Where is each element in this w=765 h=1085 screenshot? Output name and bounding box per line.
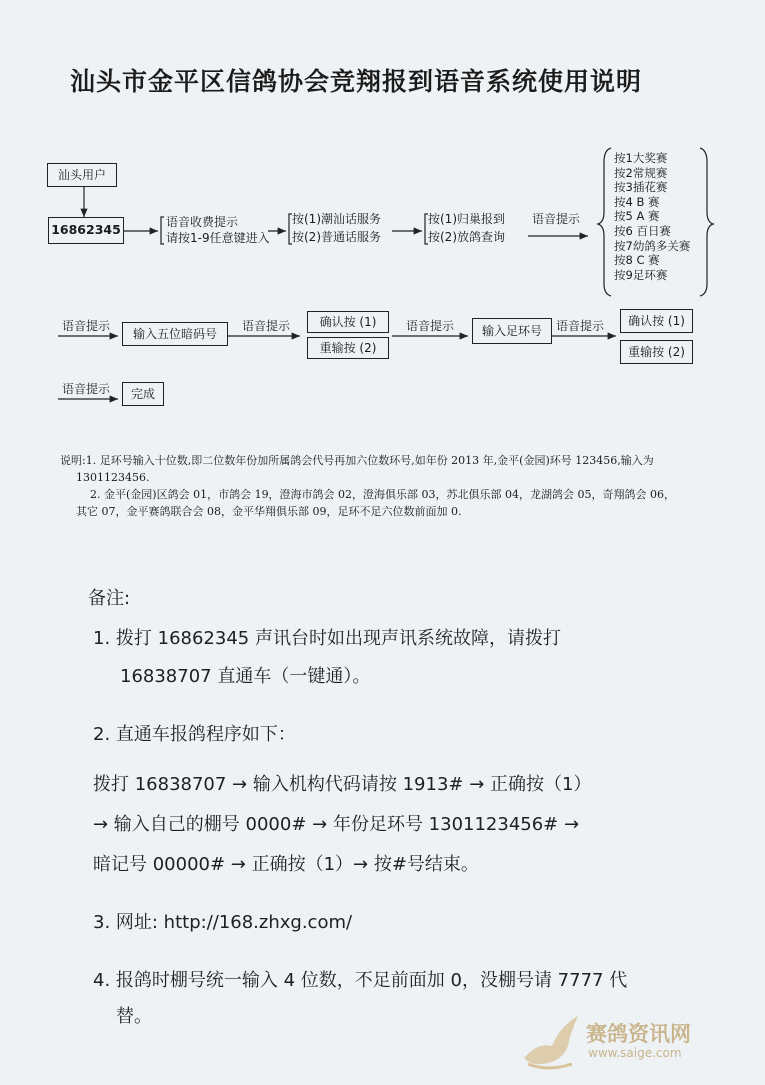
input-code-box: 输入五位暗码号: [122, 322, 228, 346]
voice-prompt-label: 语音提示: [406, 319, 455, 333]
race-menu-item: 按4 B 赛: [614, 194, 660, 209]
remark-2-line-1: 拨打 16838707 → 输入机构代码请按 1913# → 正确按（1）: [93, 774, 592, 795]
note-line: 2. 金平(金园)区鸽会 01，市鸽会 19，澄海市鸽会 02，澄海俱乐部 03，苏北俱乐部 04，龙湖鸽会 05，奇翔鸽会 06，: [90, 488, 676, 501]
pigeon-logo-icon: [518, 1012, 582, 1072]
voice-prompt-label: 语音提示: [62, 319, 111, 333]
voice-fee-prompt: 语音收费提示: [166, 215, 239, 229]
remark-2-line-2: → 输入自己的棚号 0000# → 年份足环号 1301123456# →: [93, 814, 580, 835]
race-menu-item: 按3插花赛: [614, 180, 668, 195]
confirm-box: 确认按 (1): [307, 311, 389, 333]
remark-1-line-1: 1. 拨打 16862345 声讯台时如出现声讯系统故障，请拨打: [93, 628, 561, 649]
voice-prompt-label: 语音提示: [532, 212, 581, 226]
remark-1-line-2: 16838707 直通车（一键通）。: [120, 666, 371, 687]
race-menu-item: 按9足环赛: [614, 267, 668, 282]
voice-prompt-label: 语音提示: [556, 319, 605, 333]
press-any-key-prompt: 请按1-9任意键进入: [166, 231, 270, 245]
race-menu-item: 按7幼鸽多关赛: [614, 238, 691, 253]
race-menu-item: 按2常规赛: [614, 165, 668, 180]
lang-option-mandarin: 按(2)普通话服务: [292, 230, 381, 244]
voice-prompt-label: 语音提示: [62, 382, 111, 396]
note-line: 说明:1. 足环号输入十位数,即二位数年份加所属鸽会代号再加六位数环号,如年份 2013 年,金平(金园)环号 123456,输入为: [60, 454, 654, 467]
race-menu: [614, 151, 690, 282]
site-watermark: [518, 1012, 748, 1074]
remark-4-line-2: 替。: [116, 1006, 152, 1027]
voice-prompt-label: 语音提示: [242, 319, 291, 333]
race-menu-item: 按1大奖赛: [614, 151, 668, 165]
remark-4-line-1: 4. 报鸽时棚号统一输入 4 位数，不足前面加 0，没棚号请 7777 代: [93, 970, 628, 991]
phone-number-box: 16862345: [48, 217, 124, 244]
race-menu-item: 按8 C 赛: [614, 253, 660, 268]
remark-2-line-3: 暗记号 00000# → 正确按（1）→ 按#号结束。: [93, 854, 479, 875]
done-box: 完成: [122, 382, 164, 406]
watermark-url: www.saige.com: [588, 1046, 682, 1060]
race-menu-item: 按5 A 赛: [614, 209, 660, 224]
service-option-report: 按(1)归巢报到: [428, 212, 505, 226]
reinput-box-2: 重输按 (2): [620, 340, 693, 364]
note-line: 1301123456.: [76, 471, 150, 484]
reinput-box: 重输按 (2): [307, 337, 389, 359]
lang-option-chaoshan: 按(1)潮汕话服务: [292, 212, 381, 226]
remarks-heading: 备注:: [88, 588, 131, 609]
user-box: 汕头用户: [47, 163, 117, 187]
confirm-box-2: 确认按 (1): [620, 309, 693, 333]
instructions-notes: [60, 452, 740, 520]
service-option-query: 按(2)放鸽查询: [428, 230, 505, 244]
watermark-name: 赛鸽资讯网: [586, 1022, 691, 1046]
race-menu-item: 按6 百日赛: [614, 223, 671, 238]
page-title: 汕头市金平区信鸽协会竞翔报到语音系统使用说明: [70, 67, 643, 96]
note-line: 其它 07，金平赛鸽联合会 08，金平华翔俱乐部 09，足环不足六位数前面加 0.: [76, 505, 462, 518]
remark-3-website: 3. 网址: http://168.zhxg.com/: [93, 912, 353, 933]
input-ring-box: 输入足环号: [472, 318, 552, 344]
remark-2-heading: 2. 直通车报鸽程序如下：: [93, 724, 296, 745]
